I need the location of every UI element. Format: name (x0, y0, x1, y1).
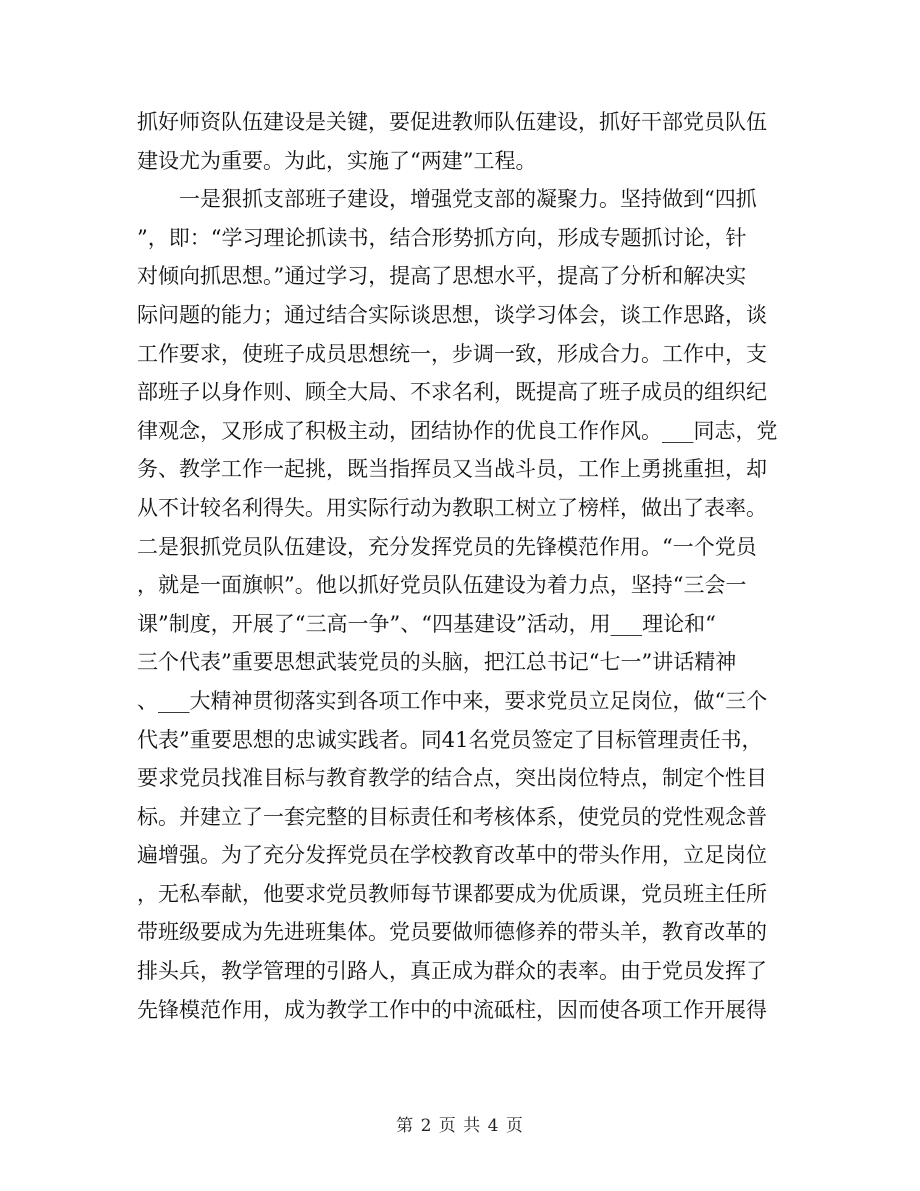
document-body (137, 103, 787, 1029)
text-line-9: 律观念，又形成了积极主动，团结协作的优良工作作风。___同志，党 (137, 418, 778, 443)
text-line-24: 先锋模范作用，成为教学工作中的中流砥柱，因而使各项工作开展得 (137, 997, 767, 1022)
text-line-16: 、___大精神贯彻落实到各项工作中来，要求党员立足岗位，做“三个 (137, 688, 768, 713)
text-line-14: 课”制度，开展了“三高一争”、“四基建设”活动，用___理论和“ (137, 611, 716, 636)
text-line-1: 抓好师资队伍建设是关键，要促进教师队伍建设，抓好干部党员队伍 (137, 110, 767, 134)
text-line-15: 三个代表”重要思想武装党员的头脑，把江总书记“七一”讲话精神 (137, 650, 737, 675)
text-line-10: 务、教学工作一起挑，既当指挥员又当战斗员，工作上勇挑重担，却 (137, 457, 767, 482)
text-line-3: 一是狠抓支部班子建设，增强党支部的凝聚力。坚持做到“四抓 (179, 187, 757, 212)
text-line-22: 带班级要成为先进班集体。党员要做师德修养的带头羊，教育改革的 (137, 920, 767, 945)
text-line-4: ”，即：“学习理论抓读书，结合形势抓方向，形成专题抓讨论，针 (137, 225, 747, 250)
text-line-2: 建设尤为重要。为此，实施了“两建”工程。 (137, 148, 537, 173)
text-line-7: 工作要求，使班子成员思想统一，步调一致，形成合力。工作中，支 (137, 341, 767, 366)
text-line-12: 二是狠抓党员队伍建设，充分发挥党员的先锋模范作用。“一个党员 (137, 534, 757, 559)
text-line-5: 对倾向抓思想。”通过学习，提高了思想水平，提高了分析和解决实 (137, 264, 747, 289)
text-line-19: 标。并建立了一套完整的目标责任和考核体系，使党员的党性观念普 (137, 804, 767, 829)
text-line-20: 遍增强。为了充分发挥党员在学校教育改革中的带头作用，立足岗位 (137, 843, 767, 868)
text-line-18: 要求党员找准目标与教育教学的结合点，突出岗位特点，制定个性目 (137, 766, 767, 791)
text-line-17: 代表”重要思想的忠诚实践者。同41名党员签定了目标管理责任书， (137, 727, 763, 752)
text-line-8: 部班子以身作则、顾全大局、不求名利，既提高了班子成员的组织纪 (137, 380, 767, 405)
text-line-21: ，无私奉献，他要求党员教师每节课都要成为优质课，党员班主任所 (137, 881, 767, 906)
page-number-footer: 第 2 页 共 4 页 (396, 1116, 524, 1136)
text-line-13: ，就是一面旗帜”。他以抓好党员队伍建设为着力点，坚持“三会一 (137, 573, 747, 598)
text-line-6: 际问题的能力；通过结合实际谈思想，谈学习体会，谈工作思路，谈 (137, 302, 767, 327)
text-line-11: 从不计较名利得失。用实际行动为教职工树立了榜样，做出了表率。 (137, 495, 767, 520)
text-line-23: 排头兵，教学管理的引路人，真正成为群众的表率。由于党员发挥了 (137, 959, 767, 984)
